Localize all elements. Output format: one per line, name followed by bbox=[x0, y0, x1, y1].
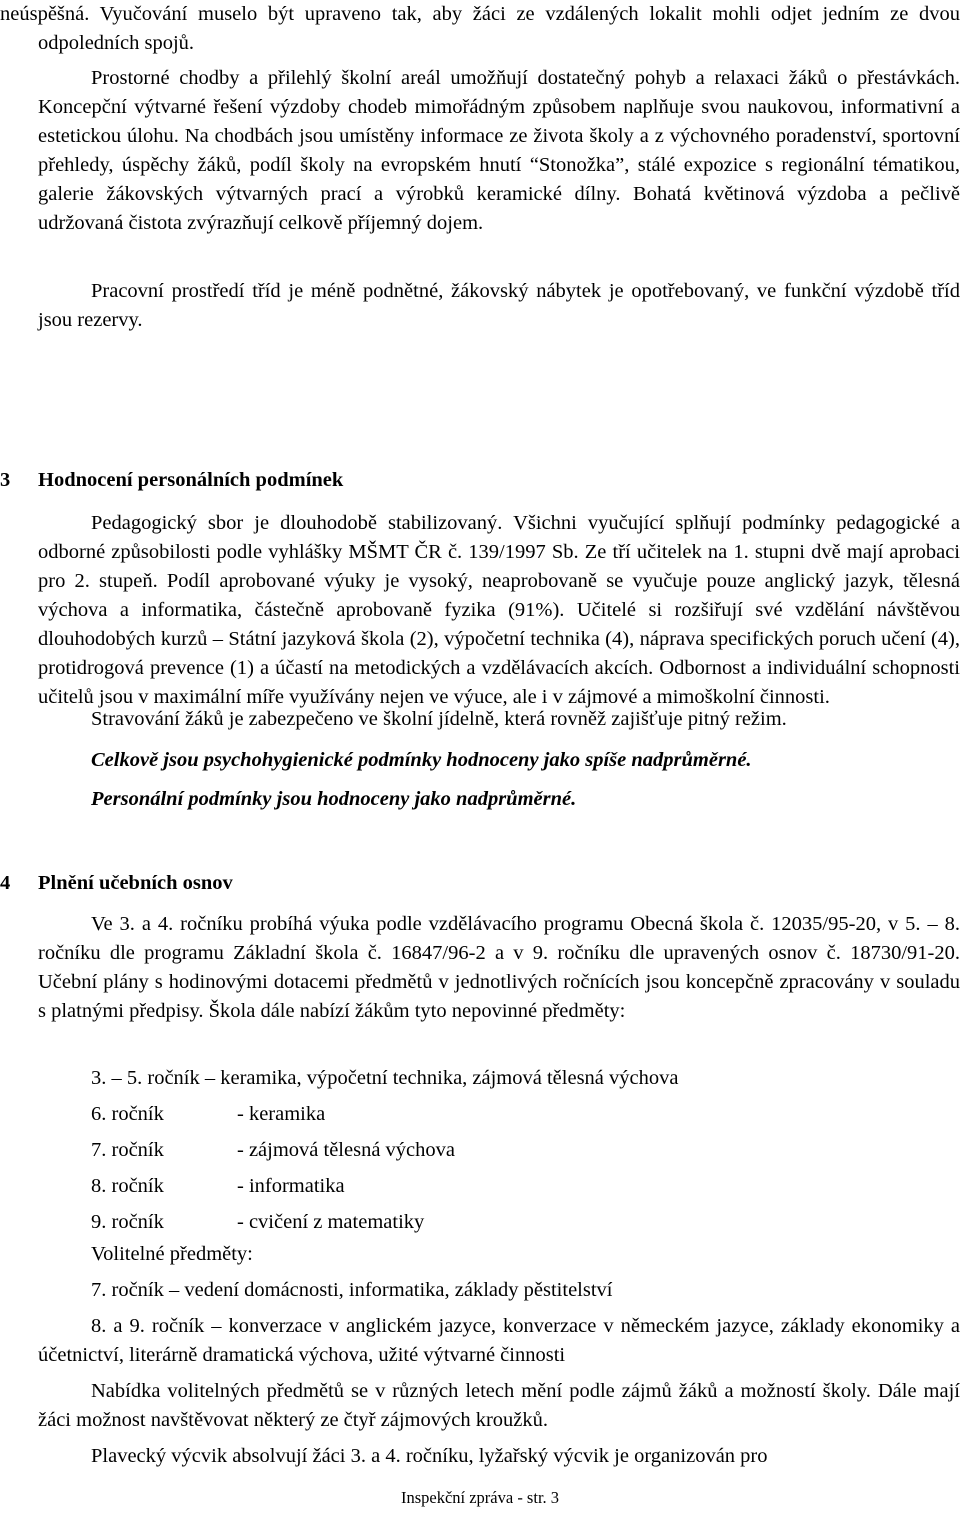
list-item bbox=[91, 1208, 960, 1244]
elective-8-9-paragraph: 8. a 9. ročník – konverzace v anglickém jazyce, konverzace v německém jazyce, základy ekonomiky a účetnictví, literárně dramatická výchova, užité výtvarné činnosti bbox=[38, 1315, 960, 1366]
section-4-paragraph: Ve 3. a 4. ročníku probíhá výuka podle vzdělávacího programu Obecná škola č. 12035/95-20, v 5. – 8. ročníku dle programu Základní škola č. 16847/96-2 a v 9. ročníku dle upravených osnov č. 18730/91-20. Učební plány s hodinovými dotacemi předmětů v jednotlivých ročnících jsou koncepčně zpracovány v souladu s platnými předpisy. Škola dále nabízí žákům tyto nepovinné předměty: bbox=[38, 913, 960, 1022]
dining-paragraph: Stravování žáků je zabezpečeno ve školní jídelně, která rovněž zajišťuje pitný režim. bbox=[91, 708, 787, 730]
list-item bbox=[91, 1136, 960, 1172]
swimming-paragraph: Plavecký výcvik absolvují žáci 3. a 4. ročníku, lyžařský výcvik je organizován pro bbox=[91, 1445, 768, 1467]
section-4-number: 4 bbox=[0, 872, 11, 894]
subject-label: - cvičení z matematiky bbox=[237, 1211, 425, 1233]
list-item bbox=[91, 1100, 960, 1136]
psychohygiene-summary: Celkově jsou psychohygienické podmínky hodnoceny jako spíše nadprůměrné. bbox=[91, 749, 752, 771]
section-3-heading bbox=[0, 466, 343, 495]
page-footer: Inspekční zpráva - str. 3 bbox=[400, 1488, 560, 1507]
elective-heading: Volitelné předměty: bbox=[91, 1243, 253, 1265]
section-4-heading bbox=[0, 869, 233, 898]
elective-7-line: 7. ročník – vedení domácnosti, informatika, základy pěstitelství bbox=[91, 1279, 613, 1301]
offer-paragraph: Nabídka volitelných předmětů se v různých letech mění podle zájmů žáků a možností školy. Dále mají žáci možnost navštěvovat některý ze čtyř zájmových kroužků. bbox=[38, 1380, 960, 1431]
section-3-title: Hodnocení personálních podmínek bbox=[38, 469, 344, 491]
section-3-paragraph: Pedagogický sbor je dlouhodobě stabilizovaný. Všichni vyučující splňují podmínky pedagogické a odborné způsobilosti podle vyhlášky MŠMT ČR č. 139/1997 Sb. Ze tří učitelek na 1. stupni dvě mají aprobaci pro 2. stupeň. Podíl aprobované výuky je vysoký, neaprobovaně se vyučuje pouze anglický jazyk, tělesná výchova a informatika, částečně aprobovaně fyzika (91%). Učitelé si rozšiřují své vzdělání návštěvou dlouhodobých kurzů – Státní jazyková škola (2), výpočetní technika (4), náprava specifických poruch učení (4), protidrogová prevence (1) a účastí na metodických a vzdělávacích akcích. Odbornost a individuální schopnosti učitelů jsou v maximální míře využívány nejen ve výuce, ale i v zájmové a mimoškolní činnosti. bbox=[38, 512, 960, 708]
grade-label: 6. ročník bbox=[91, 1103, 164, 1125]
grade-label: 9. ročník bbox=[91, 1211, 164, 1233]
optional-3-5-line: 3. – 5. ročník – keramika, výpočetní technika, zájmová tělesná výchova bbox=[91, 1067, 679, 1089]
subject-label: - zájmová tělesná výchova bbox=[237, 1139, 456, 1161]
subject-label: - keramika bbox=[237, 1103, 326, 1125]
optional-subjects-list bbox=[0, 1100, 960, 1244]
grade-label: 7. ročník bbox=[91, 1139, 164, 1161]
section-4-title: Plnění učebních osnov bbox=[38, 872, 233, 894]
intro-paragraph-end: neúspěšná. Vyučování muselo být upraveno tak, aby žáci ze vzdálených lokalit mohli odjet jedním ze dvou odpoledních spojů. bbox=[0, 3, 960, 54]
list-item bbox=[91, 1172, 960, 1208]
subject-label: - informatika bbox=[237, 1175, 345, 1197]
grade-label: 8. ročník bbox=[91, 1175, 164, 1197]
classrooms-paragraph: Pracovní prostředí tříd je méně podnětné, žákovský nábytek je opotřebovaný, ve funkční výzdobě tříd jsou rezervy. bbox=[38, 280, 960, 331]
section-3-number: 3 bbox=[0, 469, 11, 491]
corridors-paragraph: Prostorné chodby a přilehlý školní areál umožňují dostatečný pohyb a relaxaci žáků o přestávkách. Koncepční výtvarné řešení výzdoby chodeb mimořádným způsobem naplňuje svou naukovou, informativní a estetickou úlohu. Na chodbách jsou umístěny informace ze života školy a z výchovného poradenství, sportovní přehledy, úspěchy žáků, podíl školy na evropském hnutí “Stonožka”, stálé expozice s regionální tématikou, galerie žákovských výtvarných prací a výrobků keramické dílny. Bohatá květinová výzdoba a pečlivě udržovaná čistota zvýrazňují celkově příjemný dojem. bbox=[38, 67, 960, 234]
personnel-summary: Personální podmínky jsou hodnoceny jako nadprůměrné. bbox=[91, 788, 577, 810]
